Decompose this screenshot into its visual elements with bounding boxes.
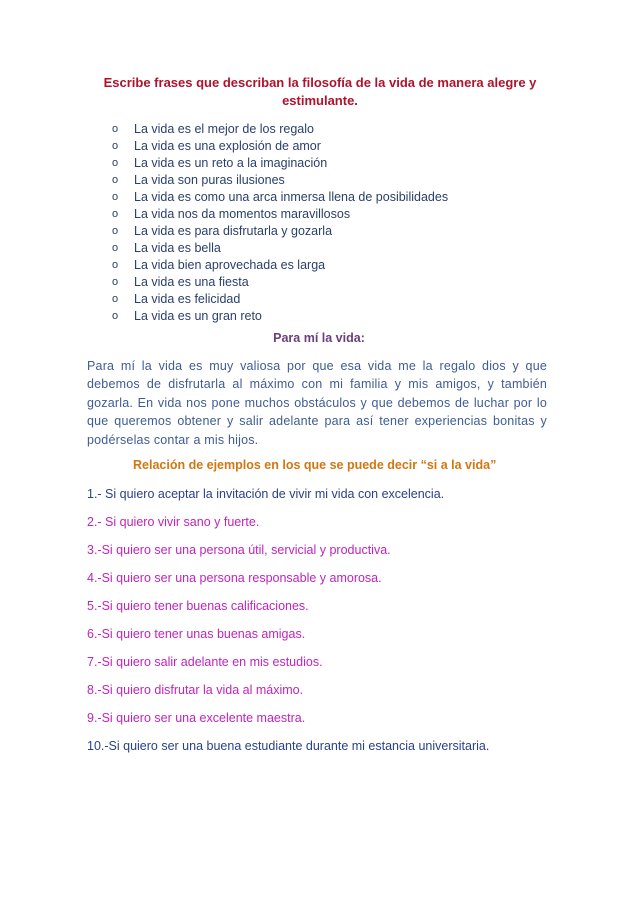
phrase-text: La vida es una explosión de amor: [134, 139, 321, 153]
bullet-icon: o: [112, 242, 119, 254]
section-subtitle: Para mí la vida:: [273, 331, 365, 345]
phrase-text: La vida nos da momentos maravillosos: [134, 207, 351, 221]
list-item: [112, 138, 448, 155]
phrase-text: La vida es felicidad: [134, 292, 241, 306]
list-item: 9.-Si quiero ser una excelente maestra.: [87, 711, 306, 725]
list-item: 4.-Si quiero ser una persona responsable y amorosa.: [87, 571, 382, 585]
bullet-icon: o: [112, 123, 119, 135]
phrase-text: La vida es un reto a la imaginación: [134, 156, 328, 170]
examples-list: [87, 485, 489, 765]
phrase-text: La vida es una fiesta: [134, 275, 249, 289]
list-item: 8.-Si quiero disfrutar la vida al máximo.: [87, 683, 304, 697]
list-item: 2.- Si quiero vivir sano y fuerte.: [87, 515, 260, 529]
phrase-text: La vida es para disfrutarla y gozarla: [134, 224, 333, 238]
examples-heading: Relación de ejemplos en los que se puede decir “si a la vida”: [133, 458, 497, 472]
life-phrases-list: [112, 121, 448, 325]
list-item: [112, 172, 448, 189]
list-item: [112, 257, 448, 274]
list-item: 6.-Si quiero tener unas buenas amigas.: [87, 627, 306, 641]
list-item: 3.-Si quiero ser una persona útil, servicial y productiva.: [87, 543, 391, 557]
phrase-text: La vida es bella: [134, 241, 221, 255]
bullet-icon: o: [112, 174, 119, 186]
bullet-icon: o: [112, 140, 119, 152]
list-item: [112, 240, 448, 257]
phrase-text: La vida es como una arca inmersa llena de posibilidades: [134, 190, 449, 204]
bullet-icon: o: [112, 276, 119, 288]
list-item: [112, 223, 448, 240]
list-item: [112, 274, 448, 291]
phrase-text: La vida bien aprovechada es larga: [134, 258, 326, 272]
list-item: [112, 155, 448, 172]
list-item: 7.-Si quiero salir adelante en mis estudios.: [87, 655, 323, 669]
bullet-icon: o: [112, 310, 119, 322]
bullet-icon: o: [112, 208, 119, 220]
list-item: [112, 308, 448, 325]
list-item: [112, 291, 448, 308]
bullet-icon: o: [112, 293, 119, 305]
bullet-icon: o: [112, 191, 119, 203]
list-item: [112, 121, 448, 138]
bullet-icon: o: [112, 225, 119, 237]
phrase-text: La vida es el mejor de los regalo: [134, 122, 314, 136]
list-item: 1.- Si quiero aceptar la invitación de vivir mi vida con excelencia.: [87, 487, 445, 501]
bullet-icon: o: [112, 157, 119, 169]
list-item: [112, 206, 448, 223]
list-item: 10.-Si quiero ser una buena estudiante durante mi estancia universitaria.: [87, 739, 490, 753]
phrase-text: La vida son puras ilusiones: [134, 173, 285, 187]
document-title: Escribe frases que describan la filosofía de la vida de manera alegre y estimulante.: [103, 75, 537, 108]
list-item: 5.-Si quiero tener buenas calificaciones.: [87, 599, 309, 613]
list-item: [112, 189, 448, 206]
body-paragraph: Para mí la vida es muy valiosa por que esa vida me la regalo dios y que debemos de disfrutarla al máximo con mi familia y mis amigos, y también gozarla. En vida nos pone muchos obstáculos y que debemos de luchar por lo que queremos obtener y salir adelante para así tener experiencias bonitas y podérselas contar a mis hijos.: [87, 359, 547, 447]
phrase-text: La vida es un gran reto: [134, 309, 262, 323]
bullet-icon: o: [112, 259, 119, 271]
